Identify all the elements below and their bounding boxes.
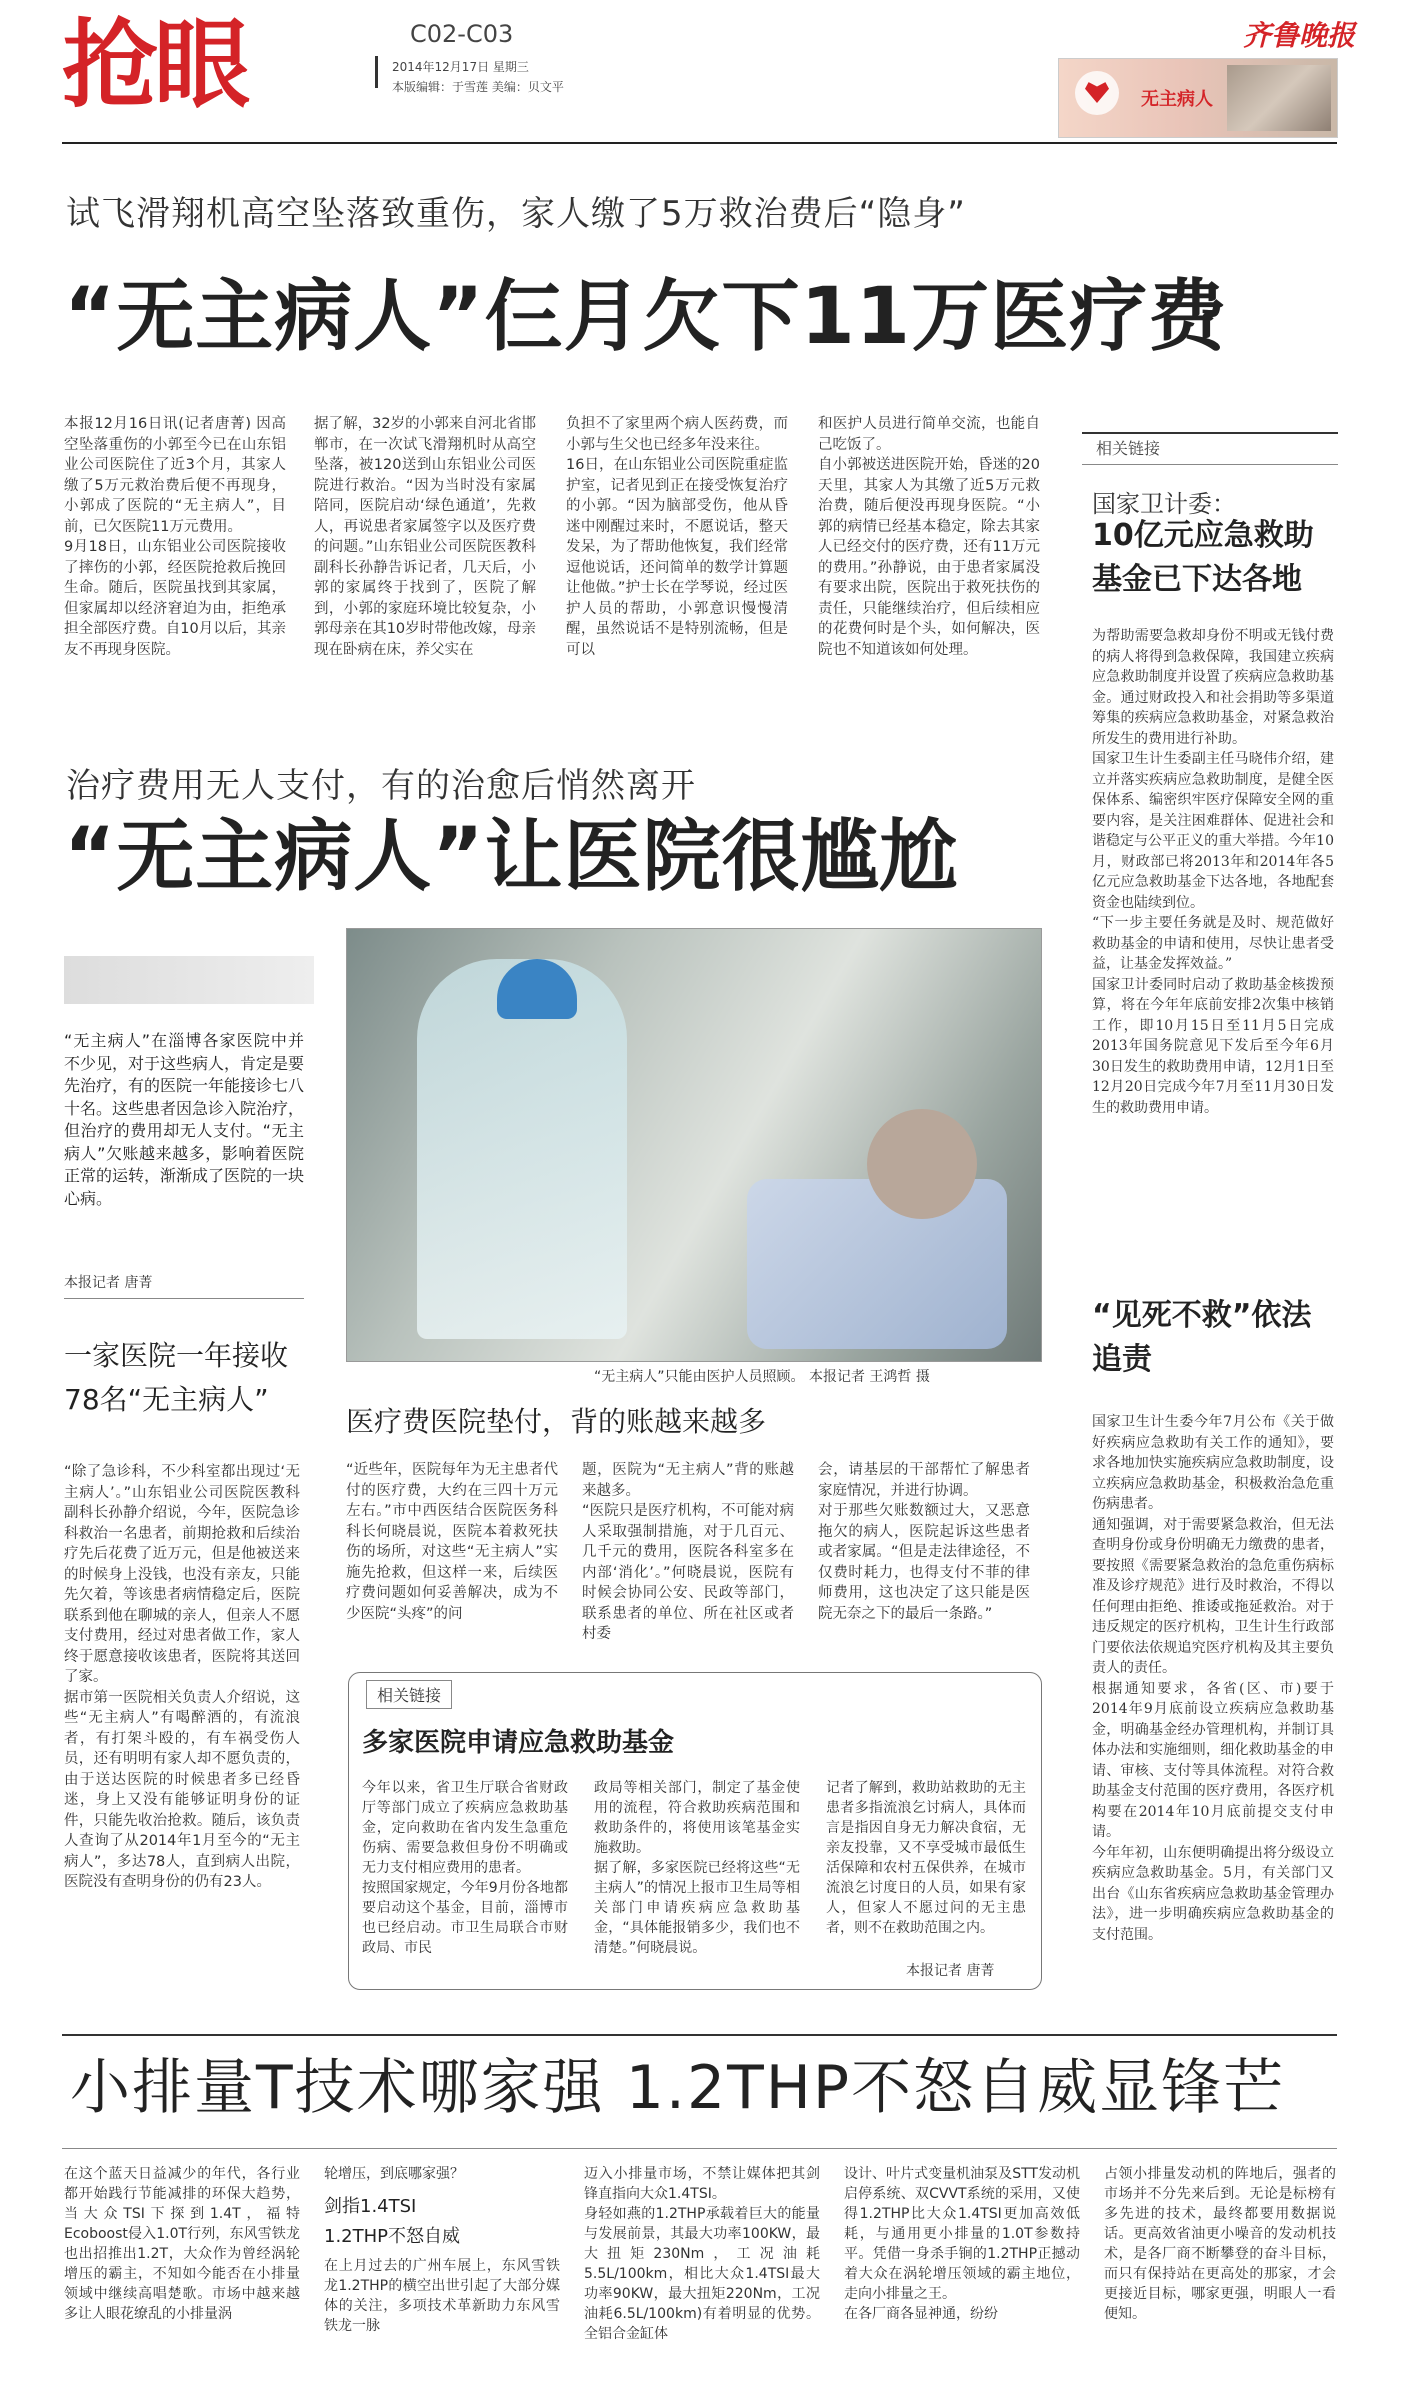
story2-photo [346, 928, 1042, 1362]
sidebar-item1-body: 为帮助需要急救却身份不明或无钱付费的病人将得到急救保障，我国建立疾病应急救助制度并设置了疾病应急救助基金。通过财政投入和社会捐助等多渠道筹集的疾病应急救助基金，对紧急救治所发生的费用进行补助。 国家卫生计生委副主任马晓伟介绍，建立并落实疾病应急救助制度，是健全医保体系、编密织牢医疗保障安全网的重要内容，是关注困难群体、促进社会和谐稳定与公平正义的重大举措。今年10月，财政部已将2013年和2014年各5亿元应急救助基金下达各地，各地配套资金也陆续到位。 “下一步主要任务就是及时、规范做好救助基金的申请和使用，尽快让患者受益，让基金发挥效益。” 国家卫计委同时启动了救助基金核拨预算，将在今年年底前安排2次集中核销工作，即10月15日至11月5日完成2013年国务院意见下发后至今年6月30日发生的救助费用申请，12月1日至12月20日完成今年7月至11月30日发生的救助费用申请。 [1092, 628, 1334, 1116]
sidebar-item1-title: 10亿元应急救助基金已下达各地 [1092, 518, 1314, 597]
page-range: C02-C03 [410, 20, 514, 48]
story3-col2-sub2: 1.2THP不怒自威 [324, 2226, 461, 2247]
story1-col1: 本报12月16日讯(记者唐菁) 因高空坠落重伤的小郭至今已在山东铝业公司医院住了近3个月，其家人缴了5万元救治费后便不再现身，小郭成了医院的“无主病人”，目前，已欠医院11万元费用。 9月18日，山东铝业公司医院接收了摔伤的小郭，经医院抢救后挽回生命。随后，医院虽找到其家属，但家属却以经济窘迫为由，拒绝承担全部医疗费。自10月以后，其亲友不再现身医院。 [64, 416, 286, 658]
lead-banner-decoration [64, 956, 314, 1004]
date-line: 2014年12月17日 星期三 [392, 60, 529, 74]
inset-title: 多家医院申请应急救助基金 [362, 1728, 675, 1758]
story3-col5: 占领小排量发动机的阵地后，强者的市场并不分先来后到。无论是标榜有多先进的技术，最终都要用数据说话。更高效省油更小噪音的发动机技术，是各厂商不断攀登的奋斗目标，而只有保持站在更高处的那家，才会更接近目标，哪家更强，明眼人一看便知。 [1104, 2166, 1336, 2322]
sidebar-item1-kicker: 国家卫计委： [1092, 490, 1236, 518]
story1-col4: 和医护人员进行简单交流，也能自己吃饭了。 自小郭被送进医院开始，昏迷的20天里，其家人为其缴了近5万元救治费，随后便没再现身医院。“小郭的病情已经基本稳定，除去其家人已经交付的医疗费，还有11万元的费用。”孙静说，由于患者家属没有要求出院，医院出于救死扶伤的责任，只能继续治疗，但后续相应的花费何时是个头，如何解决，医院也不知道该如何处理。 [818, 416, 1040, 658]
story2-sub2-col3: 会，请基层的干部帮忙了解患者家庭情况，并进行协调。 对于那些欠账数额过大，又恶意拖欠的病人，医院起诉这些患者或者家属。“但是走法律途径，不仅费时耗力，也得支付不菲的律师费用，这也决定了这只能是医院无奈之下的最后一条路。” [818, 1462, 1030, 1622]
header-banner [1058, 58, 1338, 138]
patient-head [867, 1109, 977, 1219]
inset-col2: 政局等相关部门，制定了基金使用的流程，符合救助疾病范围和救助条件的，将使用该笔基金实施救助。 据了解，多家医院已经将这些“无主病人”的情况上报市卫生局等相关部门申请疾病应急救助基金，“具体能报销多少，我们也不清楚。”何晓晨说。 [594, 1780, 800, 1956]
story3-col1: 在这个蓝天日益减少的年代，各行业都开始践行节能减排的环保大趋势，当大众TSI下探到1.4T，福特Ecoboost侵入1.0T行列，东风雪铁龙也出招推出1.2T，大众作为曾经涡轮增压的霸主，不知如今能否在小排量领域中继续高唱楚歌。市场中越来越多让人眼花缭乱的小排量涡 [64, 2166, 300, 2322]
sidebar-item2-title: “见死不救”依法追责 [1092, 1298, 1312, 1377]
inset-col1: 今年以来，省卫生厅联合省财政厅等部门成立了疾病应急救助基金，定向救助在省内发生急重危伤病、需要急救但身份不明确或无力支付相应费用的患者。 按照国家规定，今年9月份各地都要启动这个基金，目前，淄博市也已经启动。市卫生局联合市财政局、市民 [362, 1780, 568, 1956]
section-logo-text: 抢眼 [62, 8, 246, 121]
story2-sub2-col1: “近些年，医院每年为无主患者代付的医疗费，大约在三四十万元左右。”市中西医结合医院医务科科长何晓晨说，医院本着救死扶伤的场所，对这些“无主病人”实施先抢救，但这样一来，后续医疗费问题如何妥善解决，成为不少医院“头疼”的问 [346, 1462, 558, 1622]
patient-blanket [747, 1179, 1007, 1349]
story3-col2-body: 在上月过去的广州车展上，东风雪铁龙1.2THP的横空出世引起了大部分媒体的关注，多项技术革新助力东风雪铁龙一脉 [324, 2258, 560, 2334]
header-rule [62, 142, 1337, 144]
story3-col4: 设计、叶片式变量机油泵及STT发动机启停系统、双CVVT系统的采用，又使得1.2THP比大众1.4TSI更加高效低耗，与通用更小排量的1.0T参数持平。凭借一身杀手锏的1.2THP正撼动着大众在涡轮增压领域的霸主地位，走向小排量之王。 在各厂商各显神通，纷纷 [844, 2166, 1080, 2322]
inset-col3: 记者了解到，救助站救助的无主患者多指流浪乞讨病人，具体而言是指因自身无力解决食宿，无亲友投靠，又不享受城市最低生活保障和农村五保供养，在城市流浪乞讨度日的人员，如果有家人，但家人不愿过问的无主患者，则不在救助范围之内。 [826, 1780, 1026, 1936]
story2-sub2-col2: 题，医院为“无主病人”背的账越来越多。 “医院只是医疗机构，不可能对病人采取强制措施，对于几百元、几千元的费用，医院各科室多在内部‘消化’。”何晓晨说，医院有时候会协同公安、民政等部门，联系患者的单位、所在社区或者村委 [582, 1462, 794, 1642]
newspaper-name: 齐鲁晚报 [1243, 19, 1356, 52]
story3-headline: 小排量T技术哪家强 1.2THP不怒自威显锋芒 [70, 2053, 1286, 2123]
story3-col2-sub1: 剑指1.4TSI [324, 2196, 417, 2217]
story2-byline: 本报记者 唐菁 [64, 1275, 153, 1291]
story2-lead: “无主病人”在淄博各家医院中并不少见，对于这些病人，肯定是要先治疗，有的医院一年能接诊七八十名。这些患者因急诊入院治疗，但治疗的费用却无人支付。“无主病人”欠账越来越多，影响着医院正常的运转，渐渐成了医院的一块心病。 [64, 1031, 305, 1208]
sidebar-top-rule [1082, 432, 1338, 434]
story2-sub2-heading: 医疗费医院垫付，背的账越来越多 [346, 1405, 767, 1438]
sidebar-tag: 相关链接 [1096, 439, 1161, 458]
lead-rule [64, 1298, 304, 1299]
sidebar-tag-rule [1082, 464, 1338, 465]
story1-col2: 据了解，32岁的小郭来自河北省邯郸市，在一次试飞滑翔机时从高空坠落，被120送到山东铝业公司医院进行救治。“因为当时没有家属陪同，医院启动‘绿色通道’，先救人，再说患者家属签字以及医疗费的问题。”山东铝业公司医院医教科副科长孙静告诉记者，几天后，小郭的家属终于找到了，医院了解到，小郭的家庭环境比较复杂，小郭母亲在其10岁时带他改嫁，母亲现在卧病在床，养父实在 [314, 416, 536, 658]
story1-headline: “无主病人”仨月欠下11万医疗费 [64, 272, 1228, 362]
story2-headline: “无主病人”让医院很尴尬 [64, 812, 959, 902]
banner-photo [1227, 65, 1331, 131]
story3-top-rule [62, 2034, 1337, 2036]
sidebar-item2-body: 国家卫生计生委今年7月公布《关于做好疾病应急救助有关工作的通知》，要求各地加快实施疾病应急救助制度，设立疾病应急救助基金，积极救治急危重伤病患者。 通知强调，对于需要紧急救治，但无法查明身份或身份明确无力缴费的患者，要按照《需要紧急救治的急危重伤病标准及诊疗规范》进行及时救治，不得以任何理由拒绝、推诿或拖延救治。对于违反规定的医疗机构，卫生计生行政部门要依法依规追究医疗机构及其主要负责人的责任。 根据通知要求，各省(区、市)要于2014年9月底前设立疾病应急救助基金，明确基金经办管理机构，并制订具体办法和实施细则，细化救助基金的申请、审核、支付等具体流程。对符合救助基金支付范围的医疗费用，各医疗机构要在2014年10月底前提交支付申请。 今年年初，山东便明确提出将分级设立疾病应急救助基金。5月，有关部门又出台《山东省疾病应急救助基金管理办法》，进一步明确疾病应急救助基金的支付范围。 [1092, 1414, 1334, 1943]
story2-sub1-heading: 一家医院一年接收78名“无主病人” [64, 1339, 289, 1416]
story1-kicker: 试飞滑翔机高空坠落致重伤，家人缴了5万救治费后“隐身” [66, 194, 966, 234]
story2-sub1-body: “除了急诊科，不少科室都出现过‘无主病人’。”山东铝业公司医院医教科副科长孙静介绍说，今年，医院急诊科救治一名患者，前期抢救和后续治疗先后花费了近万元，但是他被送来的时候身上没钱，也没有亲友，只能先欠着，等该患者病情稳定后，医院联系到他在聊城的亲人，但亲人不愿支付费用，经过对患者做工作，家人终于愿意接收该患者，医院将其送回了家。 据市第一医院相关负责人介绍说，这些“无主病人”有喝醉酒的，有流浪者，有打架斗殴的，有车祸受伤人员，还有明明有家人却不愿负责的，由于送达医院的时候患者多已经昏迷，身上又没有能够证明身份的证件，只能先收治抢救。随后，该负责人查询了从2014年1月至今的“无主病人”，多达78人，直到病人出院，医院没有查明身份的仍有23人。 [64, 1464, 300, 1890]
header-divider [375, 56, 392, 88]
section-logo [62, 10, 322, 130]
inset-tag: 相关链接 [366, 1680, 452, 1709]
story2-kicker: 治疗费用无人支付，有的治愈后悄然离开 [66, 766, 696, 806]
story3-col2-top: 轮增压，到底哪家强？ [324, 2166, 464, 2182]
story1-col3: 负担不了家里两个病人医药费，而小郭与生父也已经多年没来往。 16日，在山东铝业公司医院重症监护室，记者见到正在接受恢复治疗的小郭。“因为脑部受伤，他从昏迷中刚醒过来时，不愿说话，整天发呆，为了帮助他恢复，我们经常逗他说话，还问简单的数学计算题让他做。”护士长在学琴说，经过医护人员的帮助，小郭意识慢慢清醒，虽然说话不是特别流畅，但是可以 [566, 416, 788, 658]
editors-line: 本版编辑：于雪莲 美编：贝文平 [392, 80, 564, 94]
banner-label: 无主病人 [1141, 89, 1213, 110]
story3-col3: 迈入小排量市场，不禁让媒体把其剑锋直指向大众1.4TSI。 身轻如燕的1.2THP承载着巨大的能量与发展前景，其最大功率100KW，最大扭矩230Nm，工况油耗5.5L/100km，相比大众1.4TSI最大功率90KW，最大扭矩220Nm，工况油耗6.5L/100km)有着明显的优势。全铝合金缸体 [584, 2166, 820, 2342]
inset-byline: 本报记者 唐菁 [906, 1963, 995, 1979]
photo-caption: “无主病人”只能由医护人员照顾。 本报记者 王鸿哲 摄 [594, 1369, 930, 1385]
story3-head-rule [62, 2148, 1337, 2149]
